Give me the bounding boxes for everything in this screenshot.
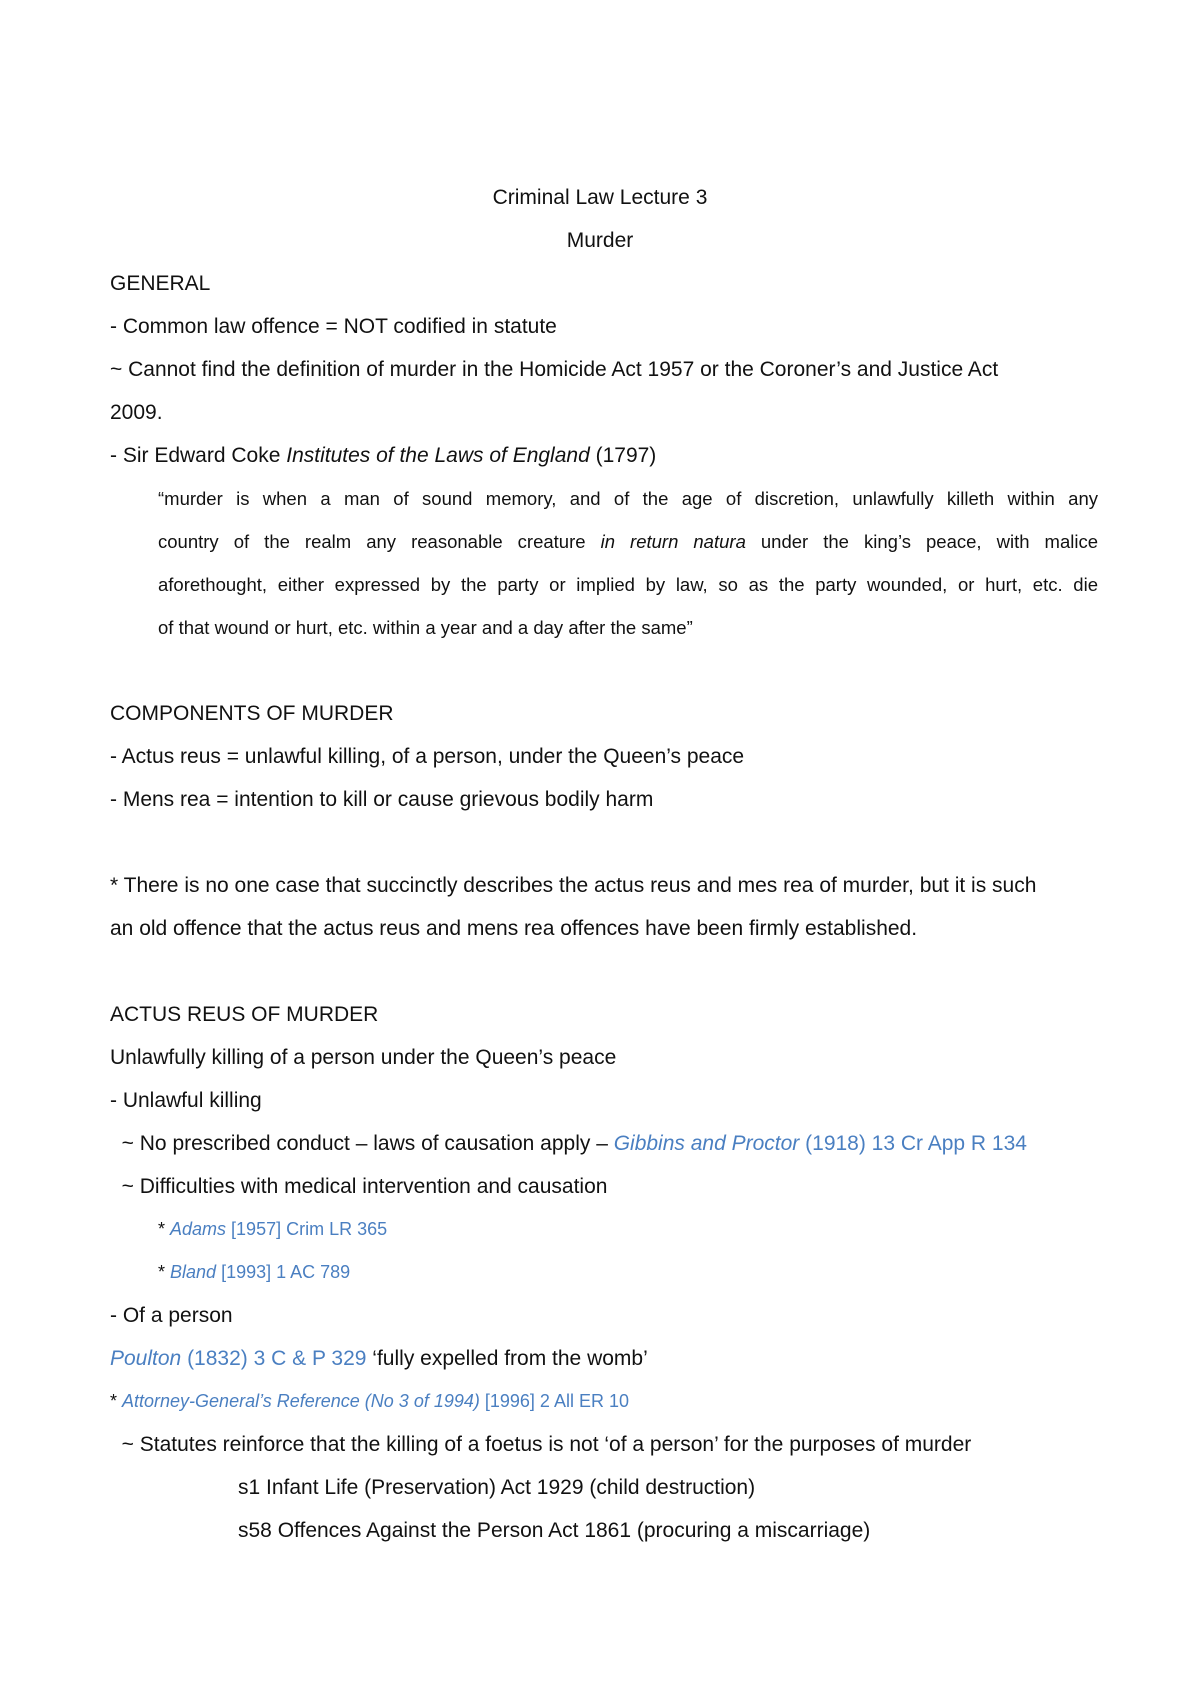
actus-line-3-text: ~ No prescribed conduct – laws of causation apply – xyxy=(110,1132,614,1155)
case-ag-reference xyxy=(110,1380,629,1423)
case-poulton-name: Poulton xyxy=(110,1347,182,1370)
quote-line-2-c: under the king’s peace, with malice xyxy=(745,531,1098,552)
components-heading: COMPONENTS OF MURDER xyxy=(110,702,394,725)
components-line-1: - Actus reus = unlawful killing, of a person, under the Queen’s peace xyxy=(110,745,745,768)
coke-line xyxy=(110,434,656,477)
case-adams-name: Adams xyxy=(170,1219,227,1239)
coke-year: (1797) xyxy=(589,444,657,467)
case-ag-name: Attorney-General’s Reference (No 3 of 1994) xyxy=(122,1391,480,1411)
quote-line-1: “murder is when a man of sound memory, and of the age of discretion, unlawfully killeth within any xyxy=(158,488,1098,509)
statute-s1: s1 Infant Life (Preservation) Act 1929 (child destruction) xyxy=(238,1476,756,1499)
actus-line-6: ~ Statutes reinforce that the killing of a foetus is not ‘of a person’ for the purposes of murder xyxy=(110,1433,972,1456)
components-line-2: - Mens rea = intention to kill or cause grievous bodily harm xyxy=(110,788,654,811)
case-bland-name: Bland xyxy=(170,1262,217,1282)
quote-line-2-a: country of the realm any reasonable creature xyxy=(158,531,601,552)
case-poulton-citation: (1832) 3 C & P 329 xyxy=(181,1347,367,1370)
components-note-2: an old offence that the actus reus and mens rea offences have been firmly established. xyxy=(110,917,918,940)
case-adams xyxy=(158,1208,387,1251)
case-adams-citation: [1957] Crim LR 365 xyxy=(226,1219,388,1239)
case-bland-bullet: * xyxy=(158,1262,171,1282)
quote-line-2 xyxy=(158,520,1098,563)
coke-book-title: Institutes of the Laws of England xyxy=(286,444,590,467)
actus-line-3 xyxy=(110,1122,1027,1165)
actus-line-4: ~ Difficulties with medical intervention and causation xyxy=(110,1175,608,1198)
actus-line-1: Unlawfully killing of a person under the Queen’s peace xyxy=(110,1046,617,1069)
case-ag-citation: [1996] 2 All ER 10 xyxy=(479,1391,629,1411)
case-bland-citation: [1993] 1 AC 789 xyxy=(216,1262,351,1282)
quote-latin: in return natura xyxy=(600,531,746,552)
document-title: Criminal Law Lecture 3 xyxy=(492,186,708,209)
case-poulton-quote: ‘fully expelled from the womb’ xyxy=(366,1347,648,1370)
statute-s58: s58 Offences Against the Person Act 1861 (procuring a miscarriage) xyxy=(238,1519,871,1542)
case-gibbins-citation: (1918) 13 Cr App R 134 xyxy=(799,1132,1027,1155)
general-heading: GENERAL xyxy=(110,272,211,295)
case-ag-bullet: * xyxy=(110,1391,123,1411)
case-adams-bullet: * xyxy=(158,1219,171,1239)
coke-prefix: - Sir Edward Coke xyxy=(110,444,287,467)
document-subtitle: Murder xyxy=(566,229,634,252)
quote-line-3: aforethought, either expressed by the party or implied by law, so as the party wounded, or hurt, etc. die xyxy=(158,574,1098,595)
general-line-1: - Common law offence = NOT codified in statute xyxy=(110,315,557,338)
actus-line-5: - Of a person xyxy=(110,1304,233,1327)
actus-heading: ACTUS REUS OF MURDER xyxy=(110,1003,379,1026)
general-line-2: ~ Cannot find the definition of murder in the Homicide Act 1957 or the Coroner’s and Justice Act xyxy=(110,358,999,381)
quote-line-4: of that wound or hurt, etc. within a year and a day after the same” xyxy=(158,617,693,638)
actus-line-2: - Unlawful killing xyxy=(110,1089,262,1112)
case-bland xyxy=(158,1251,350,1294)
general-line-3: 2009. xyxy=(110,401,163,424)
case-poulton xyxy=(110,1337,648,1380)
case-gibbins-name: Gibbins and Proctor xyxy=(613,1132,800,1155)
components-note-1: * There is no one case that succinctly describes the actus reus and mes rea of murder, but it is such xyxy=(110,874,1037,897)
